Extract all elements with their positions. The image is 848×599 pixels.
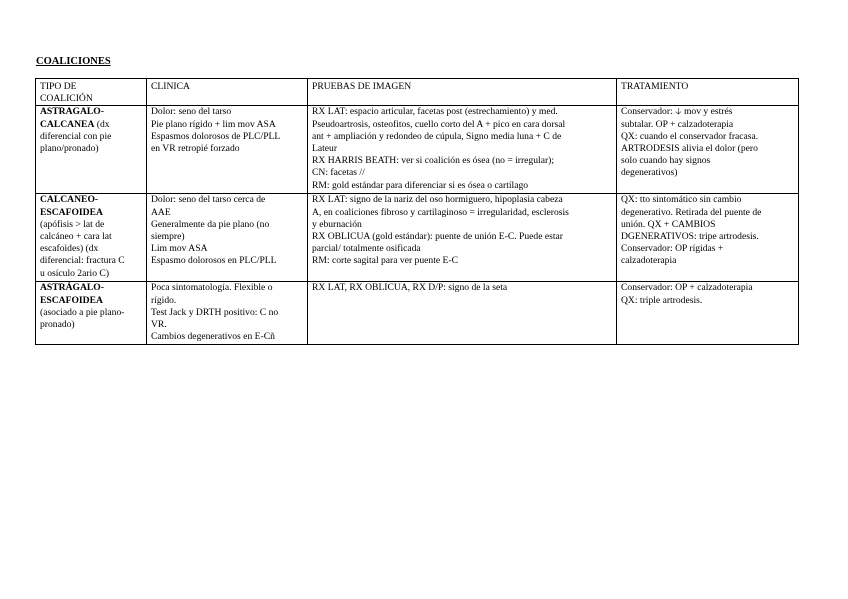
tratamiento-line: ARTRODESIS alivia el dolor (pero (621, 143, 758, 155)
imagen-line: Pseudoartrosis, osteofitos, cuello corto del A + pico en cara dorsal (312, 118, 566, 130)
clinica-line: Cambios degenerativos en E-Cñ (151, 331, 275, 343)
tratamiento-cell (617, 194, 799, 282)
clinica-cell (147, 282, 308, 345)
tipo-name: CALCANEO- (40, 194, 99, 206)
clinica-line: Generalmente da pie plano (no (151, 218, 270, 230)
tipo-note: (asociado a pie plano- (40, 306, 125, 318)
tipo-name: ASTRÁGALO- (40, 282, 104, 294)
clinica-line: en VR retropié forzado (151, 143, 240, 155)
header-clinica (147, 79, 308, 106)
table-header-row (36, 79, 799, 106)
imagen-line: ant + ampliación y redondeo de cúpula, Signo media luna + C de (312, 130, 562, 142)
clinica-line: AAE (151, 206, 171, 218)
tratamiento-line: Conservador: (621, 106, 676, 118)
imagen-line: A, en coaliciones fibroso y cartilaginoso = irregularidad, esclerosis (312, 206, 569, 218)
clinica-line: Dolor: seno del tarso (151, 106, 232, 118)
clinica-line: Lim mov ASA (151, 243, 208, 255)
clinica-line: Pie plano rígido + lim mov ASA (151, 118, 276, 130)
table-row (36, 106, 799, 194)
tipo-note: escafoides) (dx (40, 243, 99, 255)
imagen-line: RM: gold estándar para diferenciar si es ósea o cartílago (312, 179, 529, 191)
clinica-line: siempre) (151, 231, 185, 243)
header-imagen (308, 79, 617, 106)
imagen-line: RX LAT, RX OBLICUA, RX D/P: signo de la seta (312, 282, 508, 294)
tipo-name: CALCANEA (40, 118, 95, 130)
imagen-line: parcial/ totalmente osificada (312, 243, 421, 255)
header-tratamiento-label: TRATAMIENTO (621, 81, 689, 92)
tipo-note: diferencial: fractura C (40, 255, 125, 267)
tipo-cell (36, 106, 147, 194)
tratamiento-line: mov y estrés (681, 106, 733, 118)
tipo-cell (36, 282, 147, 345)
tipo-name: ESCAFOIDEA (40, 206, 103, 218)
clinica-line: Test Jack y DRTH positivo: C no (151, 306, 279, 318)
tipo-cell (36, 194, 147, 282)
table-row (36, 282, 799, 345)
tratamiento-line: QX: tto sintomático sin cambio (621, 194, 742, 206)
tipo-note: u osículo 2ario C) (40, 267, 110, 279)
tratamiento-line: Conservador: OP rígidas + (621, 243, 724, 255)
clinica-cell (147, 106, 308, 194)
header-imagen-label: PRUEBAS DE IMAGEN (312, 81, 412, 92)
tipo-note: calcáneo + cara lat (40, 231, 112, 243)
imagen-line: RX LAT: espacio articular, facetas post (estrechamiento) y med. (312, 106, 558, 118)
coaliciones-table (35, 78, 799, 345)
imagen-cell (308, 194, 617, 282)
tipo-name: ASTRAGALO- (40, 106, 104, 118)
imagen-line: Lateur (312, 143, 338, 155)
clinica-line: VR. (151, 319, 167, 331)
imagen-line: CN: facetas // (312, 167, 365, 179)
clinica-line: Espasmo dolorosos en PLC/PLL (151, 255, 277, 267)
clinica-cell (147, 194, 308, 282)
tratamiento-line: solo cuando hay signos (621, 155, 711, 167)
header-tipo-line1: TIPO DE (40, 81, 77, 92)
imagen-line: RM: corte sagital para ver puente E-C (312, 255, 458, 267)
tratamiento-line: subtalar. OP + calzadoterapia (621, 118, 734, 130)
tipo-note: (apófisis > lat de (40, 218, 105, 230)
tipo-note: plano/pronado) (40, 143, 99, 155)
clinica-line: Poca sintomatología. Flexible o (151, 282, 273, 294)
tratamiento-line: degenerativo. Retirada del puente de (621, 206, 762, 218)
tipo-note: pronado) (40, 319, 75, 331)
imagen-line: RX OBLICUA (gold estándar): puente de unión E-C. Puede estar (312, 231, 563, 243)
clinica-line: Dolor: seno del tarso cerca de (151, 194, 266, 206)
tratamiento-line: Conservador: OP + calzadoterapia (621, 282, 753, 294)
tratamiento-line: QX: cuando el conservador fracasa. (621, 130, 759, 142)
tratamiento-line: QX: triple artrodesis. (621, 294, 703, 306)
header-tipo-line2: COALICIÓN (40, 93, 93, 105)
tipo-name: ESCAFOIDEA (40, 294, 103, 306)
tratamiento-line: unión. QX + CAMBIOS (621, 218, 716, 230)
tipo-note: diferencial con pie (40, 130, 112, 142)
table-row (36, 194, 799, 282)
imagen-line: y eburnación (312, 218, 362, 230)
tratamiento-line: calzadoterapia (621, 255, 677, 267)
tratamiento-line: degenerativos) (621, 167, 678, 179)
arrow-down-icon: 🡣 (675, 107, 682, 118)
header-tratamiento (617, 79, 799, 106)
tratamiento-cell (617, 106, 799, 194)
tratamiento-cell (617, 282, 799, 345)
page-title: COALICIONES (36, 56, 111, 67)
imagen-line: RX LAT: signo de la nariz del oso hormiguero, hipoplasia cabeza (312, 194, 563, 206)
tratamiento-line: DGENERATIVOS: tripe artrodesis. (621, 231, 759, 243)
clinica-line: Espasmos dolorosos de PLC/PLL (151, 130, 281, 142)
imagen-line: RX HARRIS BEATH: ver si coalición es ósea (no = irregular); (312, 155, 555, 167)
header-tipo (36, 79, 147, 106)
tipo-note: (dx (94, 118, 110, 130)
clinica-line: rígido. (151, 294, 177, 306)
imagen-cell (308, 282, 617, 345)
header-clinica-label: CLINICA (151, 81, 190, 92)
imagen-cell (308, 106, 617, 194)
